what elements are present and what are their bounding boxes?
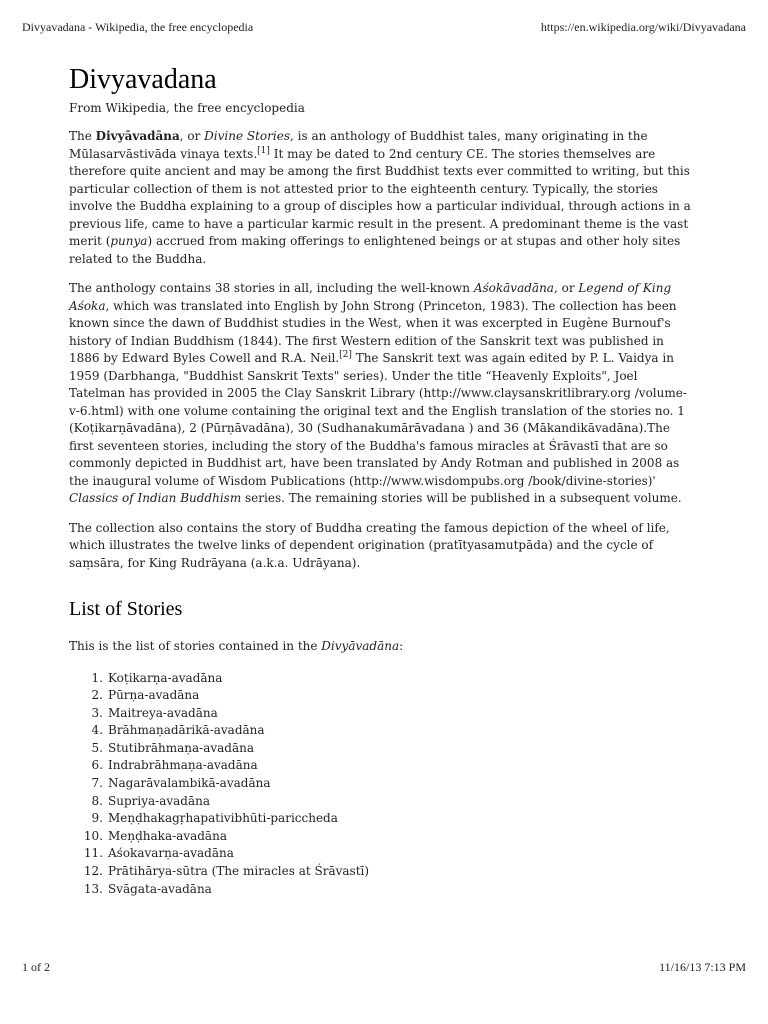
list-item xyxy=(69,775,697,793)
list-item xyxy=(69,863,697,881)
list-item xyxy=(69,810,697,828)
list-item-label: Koṭikarṇa-avadāna xyxy=(108,670,223,685)
list-item xyxy=(69,845,697,863)
anthology-paragraph: The anthology contains 38 stories in all, including the well-known Aśokāvadāna, or Legend of King Aśoka, which was translated into English by John Strong (Princeton, 1983). The collection has been known since the dawn of Buddhist studies in the West, when it was excerpted in Eugène Burnouf's history of Indian Buddhism (1844). The first Western edition of the Sanskrit text was published in 1886 by Edward Byles Cowell and R.A. Neil.[2] The Sanskrit text was again edited by P. L. Vaidya in 1959 (Darbhanga, "Buddhist Sanskrit Texts" series). Under the title “Heavenly Exploits", Joel Tatelman has provided in 2005 the Clay Sanskrit Library (http://www.claysanskritlibrary.org /volume-v-6.html) with one volume containing the original text and the English translation of the stories no. 1 (Koṭikarṇāvadāna), 2 (Pūrṇāvadāna), 30 (Sudhanakumārāvadana ) and 36 (Mākandikāvadāna).The first seventeen stories, including the story of the Buddha's famous miracles at Śrāvastī that are so commonly depicted in Buddhist art, have been translated by Andy Rotman and published in 2008 as the inaugural volume of Wisdom Publications (http://www.wisdompubs.org /book/divine-stories)' Classics of Indian Buddhism series. The remaining stories will be published in a subsequent volume. xyxy=(69,281,687,505)
list-item-number: 8. xyxy=(91,793,103,808)
list-item-number: 5. xyxy=(91,740,103,755)
stories-list xyxy=(69,670,697,899)
list-item-label: Nagarāvalambikā-avadāna xyxy=(108,776,271,791)
list-item xyxy=(69,740,697,758)
list-item-number: 7. xyxy=(91,776,103,791)
list-item xyxy=(69,828,697,846)
print-header xyxy=(22,20,746,35)
list-item-number: 2. xyxy=(91,688,103,703)
list-item-label: Stutibrāhmaṇa-avadāna xyxy=(108,740,255,755)
list-item-label: Maitreya-avadāna xyxy=(108,705,218,720)
intro-paragraph: The Divyāvadāna, or Divine Stories, is an anthology of Buddhist tales, many originating in the Mūlasarvāstivāda vinaya texts.[1] It may be dated to 2nd century CE. The stories themselves are therefore quite ancient and may be among the first Buddhist texts ever committed to writing, but this particular collection of them is not attested prior to the eighteenth century. Typically, the stories involve the Buddha explaining to a group of disciples how a particular individual, through actions in a previous life, came to have a particular karmic result in the present. A predominant theme is the vast merit (punya) accrued from making offerings to enlightened beings or at stupas and other holy sites related to the Buddha. xyxy=(69,129,691,266)
list-item xyxy=(69,705,697,723)
list-item-label: Aśokavarṇa-avadāna xyxy=(108,846,234,861)
list-item-number: 12. xyxy=(83,864,103,879)
list-item-label: Meṇḍhaka-avadāna xyxy=(108,828,227,843)
print-footer xyxy=(22,960,746,975)
list-item-number: 6. xyxy=(91,758,103,773)
list-item xyxy=(69,722,697,740)
section-heading-list-of-stories: List of Stories xyxy=(69,598,183,620)
list-item xyxy=(69,757,697,775)
list-item-label: Svāgata-avadāna xyxy=(108,881,212,896)
list-item-number: 11. xyxy=(83,846,103,861)
list-item-label: Indrabrāhmaṇa-avadāna xyxy=(108,758,258,773)
print-page-title: Divyavadana - Wikipedia, the free encyclopedia xyxy=(22,20,254,34)
list-item-label: Supriya-avadāna xyxy=(108,793,210,808)
page-title: Divyavadana xyxy=(69,64,217,95)
list-item xyxy=(69,881,697,899)
list-item-label: Brāhmaṇadārikā-avadāna xyxy=(108,723,265,738)
print-url[interactable]: https://en.wikipedia.org/wiki/Divyavadana xyxy=(540,20,746,34)
page-number: 1 of 2 xyxy=(22,960,50,974)
list-item-number: 13. xyxy=(83,881,103,896)
list-item xyxy=(69,687,697,705)
site-tagline: From Wikipedia, the free encyclopedia xyxy=(69,101,305,115)
list-item-number: 9. xyxy=(91,811,103,826)
article-content xyxy=(69,62,697,898)
list-item-label: Pūrṇa-avadāna xyxy=(108,688,200,703)
list-item-number: 10. xyxy=(83,828,103,843)
list-item-number: 4. xyxy=(91,723,103,738)
wheel-of-life-paragraph: The collection also contains the story of Buddha creating the famous depiction of the wheel of life, which illustrates the twelve links of dependent origination (pratītyasamutpāda) and the cycle of saṃsāra, for King Rudrāyana (a.k.a. Udrāyana). xyxy=(69,520,670,570)
list-item xyxy=(69,793,697,811)
print-datetime: 11/16/13 7:13 PM xyxy=(659,960,746,974)
reference-link-2[interactable]: [2] xyxy=(339,350,352,360)
list-item-number: 3. xyxy=(91,705,103,720)
list-item-label: Meṇḍhakagṛhapativibhūti-pariccheda xyxy=(108,811,338,826)
list-item-number: 1. xyxy=(91,670,103,685)
list-intro: This is the list of stories contained in the Divyāvadāna: xyxy=(69,639,404,653)
reference-link-1[interactable]: [1] xyxy=(257,145,270,156)
list-item xyxy=(69,670,697,688)
list-item-label: Prātihārya-sūtra (The miracles at Śrāvastī) xyxy=(108,864,370,879)
article-subject: Divyāvadāna xyxy=(95,129,180,143)
